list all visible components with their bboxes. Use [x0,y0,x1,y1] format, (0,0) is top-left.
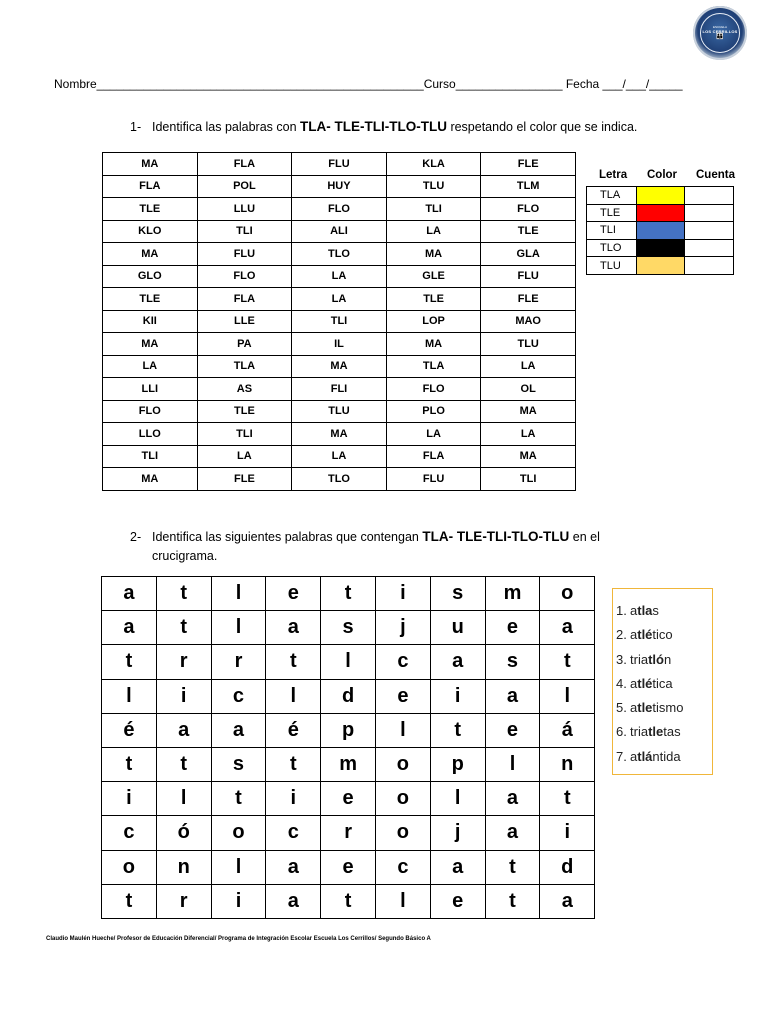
syllable-cell[interactable]: POL [197,175,292,198]
legend-color-swatch [637,222,685,240]
letter-cell[interactable]: t [485,884,540,918]
word-prefix: a [630,675,638,691]
legend-count-cell[interactable] [685,257,734,275]
letter-cell[interactable]: o [540,577,595,611]
syllable-cell[interactable]: LA [386,220,481,243]
instruction-2-number: 2- [130,530,142,544]
letter-cell[interactable]: o [211,816,266,850]
letter-cell[interactable]: l [321,645,376,679]
word-suffix: n [663,651,672,667]
letter-cell[interactable]: t [540,645,595,679]
people-icon: 👪 [716,34,724,40]
word-syllable: tlé [637,675,653,691]
word-prefix: a [630,700,638,716]
letter-cell[interactable]: o [375,782,430,816]
letter-cell[interactable]: t [321,577,376,611]
letter-cell[interactable]: t [102,747,157,781]
letter-cell[interactable]: p [430,747,485,781]
letter-cell[interactable]: t [156,747,211,781]
syllable-cell[interactable]: MA [481,445,576,468]
syllable-row [103,355,576,378]
syllable-cell[interactable]: LA [386,423,481,446]
letter-cell[interactable]: s [211,747,266,781]
letter-cell[interactable]: c [375,850,430,884]
letter-cell[interactable]: a [430,645,485,679]
letter-cell[interactable]: j [430,816,485,850]
syllable-cell[interactable]: KLO [103,220,198,243]
syllable-cell[interactable]: LA [103,355,198,378]
syllable-row [103,333,576,356]
syllable-cell[interactable]: TLI [103,445,198,468]
fecha-field[interactable]: Fecha ___/___/_____ [565,77,683,91]
syllable-cell[interactable]: TLE [197,400,292,423]
syllable-cell[interactable]: FLA [386,445,481,468]
syllable-cell[interactable]: TLU [386,175,481,198]
instruction-2 [130,527,600,566]
letter-cell[interactable]: e [485,713,540,747]
syllable-cell[interactable]: AS [197,378,292,401]
word-search-row [102,577,595,611]
word-search-row [102,611,595,645]
word-prefix: a [630,603,638,618]
syllable-cell[interactable]: LA [197,445,292,468]
logo-name: LOS CERRILLOS [702,29,738,34]
legend-count-cell[interactable] [685,204,734,222]
word-search-row [102,645,595,679]
word-suffix: tico [652,627,673,643]
syllable-cell[interactable]: TLE [386,288,481,311]
instruction-2-line2: crucigrama. [152,549,218,563]
letter-cell[interactable]: t [485,850,540,884]
letter-cell[interactable]: a [102,611,157,645]
logo-inner [700,13,740,53]
word-list-item [616,672,712,696]
legend-header-letra: Letra [599,169,628,181]
syllable-cell[interactable]: FLO [197,265,292,288]
instruction-2-text-after: en el [569,530,600,544]
word-syllable: tla [637,603,653,618]
syllable-row [103,265,576,288]
letter-cell[interactable]: c [266,816,321,850]
legend-color-swatch [637,187,685,205]
syllable-cell[interactable]: MA [292,355,387,378]
letter-cell[interactable]: c [375,645,430,679]
word-number: 4. [616,675,627,691]
syllable-cell[interactable]: KLA [386,153,481,176]
letter-cell[interactable]: l [266,679,321,713]
letter-cell[interactable]: a [211,713,266,747]
letter-cell[interactable]: i [211,884,266,918]
letter-cell[interactable]: i [540,816,595,850]
letter-cell[interactable]: i [102,782,157,816]
syllable-row [103,445,576,468]
syllable-cell[interactable]: LOP [386,310,481,333]
letter-cell[interactable]: a [540,884,595,918]
syllable-cell[interactable]: LLO [103,423,198,446]
letter-cell[interactable]: i [430,679,485,713]
letter-cell[interactable]: m [321,747,376,781]
word-number: 1. [616,603,627,618]
syllable-grid [102,152,576,491]
letter-cell[interactable]: t [156,611,211,645]
letter-cell[interactable]: s [485,645,540,679]
syllable-cell[interactable]: FLA [197,288,292,311]
letter-cell[interactable]: t [321,884,376,918]
letter-cell[interactable]: l [102,679,157,713]
syllable-cell[interactable]: GLO [103,265,198,288]
syllable-cell[interactable]: TLA [386,355,481,378]
letter-cell[interactable]: e [375,679,430,713]
letter-cell[interactable]: c [102,816,157,850]
legend-header-color: Color [647,169,678,181]
word-list-box [612,588,713,775]
word-suffix: tismo [652,700,684,716]
letter-cell[interactable]: s [321,611,376,645]
letter-cell[interactable]: t [430,713,485,747]
letter-cell[interactable]: m [485,577,540,611]
word-list-item [616,720,712,744]
legend-letra: TLA [587,187,637,205]
word-prefix: tria [630,724,649,740]
syllable-cell[interactable]: FLI [292,378,387,401]
letter-cell[interactable]: t [102,884,157,918]
syllable-cell[interactable]: HUY [292,175,387,198]
instruction-1-text-before: Identifica las palabras con [152,120,301,134]
syllable-cell[interactable]: OL [481,378,576,401]
letter-cell[interactable]: u [430,611,485,645]
word-list-item [616,745,712,769]
letter-cell[interactable]: c [211,679,266,713]
legend-letra: TLI [587,222,637,240]
letter-cell[interactable]: a [540,611,595,645]
syllable-cell[interactable]: TLO [292,243,387,266]
syllable-cell[interactable]: LA [292,445,387,468]
word-syllable: tlá [637,748,653,764]
nombre-field[interactable]: Nombre_________________________________________________ [54,77,424,91]
word-suffix: tica [652,675,673,691]
syllable-cell[interactable]: TLU [481,333,576,356]
letter-cell[interactable]: d [540,850,595,884]
syllable-cell[interactable]: FLE [481,288,576,311]
syllable-cell[interactable]: GLE [386,265,481,288]
letter-cell[interactable]: é [266,713,321,747]
letter-cell[interactable]: e [321,782,376,816]
legend-letra: TLE [587,204,637,222]
word-search-row [102,816,595,850]
legend-letra: TLO [587,239,637,257]
syllable-cell[interactable]: MA [292,423,387,446]
word-number: 7. [616,748,627,764]
syllable-cell[interactable]: TLI [292,310,387,333]
letter-cell[interactable]: n [540,747,595,781]
letter-cell[interactable]: n [156,850,211,884]
letter-cell[interactable]: á [540,713,595,747]
syllable-cell[interactable]: TLI [197,220,292,243]
word-suffix: tas [663,724,681,740]
letter-cell[interactable]: d [321,679,376,713]
syllable-cell[interactable]: TLU [292,400,387,423]
word-list-item [616,648,712,672]
word-suffix: ntida [652,748,681,764]
syllable-cell[interactable]: ALI [292,220,387,243]
syllable-row [103,400,576,423]
letter-cell[interactable]: é [102,713,157,747]
word-search-grid [101,576,595,919]
letter-cell[interactable]: a [485,782,540,816]
syllable-row [103,220,576,243]
legend-color-swatch [637,239,685,257]
syllable-cell[interactable]: FLU [197,243,292,266]
letter-cell[interactable]: l [211,850,266,884]
letter-cell[interactable]: i [266,782,321,816]
word-number: 5. [616,700,627,716]
syllable-cell[interactable]: FLO [292,198,387,221]
letter-cell[interactable]: a [266,884,321,918]
letter-cell[interactable]: a [266,850,321,884]
word-syllable: tlé [637,627,653,643]
letter-cell[interactable]: t [156,577,211,611]
letter-cell[interactable]: ó [156,816,211,850]
syllable-cell[interactable]: TLO [292,468,387,491]
legend-row [587,239,734,257]
letter-cell[interactable]: l [430,782,485,816]
syllable-cell[interactable]: PLO [386,400,481,423]
syllable-row [103,288,576,311]
syllable-row [103,153,576,176]
letter-cell[interactable]: l [211,577,266,611]
word-suffix: s [652,603,659,618]
curso-field[interactable]: Curso________________ [423,77,563,91]
letter-cell[interactable]: l [375,884,430,918]
letter-cell[interactable]: o [375,816,430,850]
syllable-row [103,198,576,221]
syllable-cell[interactable]: LLI [103,378,198,401]
syllable-cell[interactable]: KII [103,310,198,333]
letter-cell[interactable]: r [321,816,376,850]
letter-cell[interactable]: e [321,850,376,884]
syllable-cell[interactable]: FLE [481,153,576,176]
instruction-1 [130,117,637,137]
syllable-cell[interactable]: MA [386,333,481,356]
letter-cell[interactable]: i [156,679,211,713]
syllable-cell[interactable]: MA [103,333,198,356]
syllable-cell[interactable]: TLE [103,198,198,221]
letter-cell[interactable]: t [266,747,321,781]
school-logo [693,6,747,60]
syllable-cell[interactable]: TLI [197,423,292,446]
word-list-item [616,696,712,720]
syllable-cell[interactable]: FLO [481,198,576,221]
syllable-cell[interactable]: LA [292,265,387,288]
syllable-cell[interactable]: FLO [386,378,481,401]
letter-cell[interactable]: p [321,713,376,747]
letter-cell[interactable]: a [156,713,211,747]
syllable-cell[interactable]: FLU [292,153,387,176]
letter-cell[interactable]: i [375,577,430,611]
syllable-cell[interactable]: FLU [481,265,576,288]
syllable-cell[interactable]: MA [103,243,198,266]
word-number: 6. [616,724,627,740]
letter-cell[interactable]: a [485,679,540,713]
syllable-row [103,310,576,333]
syllable-cell[interactable]: FLA [197,153,292,176]
legend-count-cell[interactable] [685,239,734,257]
word-syllable: tle [637,700,653,716]
syllable-cell[interactable]: MA [103,153,198,176]
syllable-cell[interactable]: FLE [197,468,292,491]
letter-cell[interactable]: r [156,645,211,679]
legend-color-swatch [637,204,685,222]
word-list-item [616,623,712,647]
letter-cell[interactable]: a [266,611,321,645]
word-prefix: a [630,748,638,764]
syllable-cell[interactable]: TLE [481,220,576,243]
letter-cell[interactable]: a [430,850,485,884]
syllable-cell[interactable]: TLI [386,198,481,221]
legend-count-cell[interactable] [685,187,734,205]
syllable-row [103,243,576,266]
syllable-cell[interactable]: LLU [197,198,292,221]
letter-cell[interactable]: l [156,782,211,816]
letter-cell[interactable]: t [266,645,321,679]
syllable-cell[interactable]: PA [197,333,292,356]
instruction-2-text-before: Identifica las siguientes palabras que contengan [152,530,423,544]
word-search-row [102,884,595,918]
syllable-cell[interactable]: TLI [481,468,576,491]
legend-row [587,187,734,205]
syllable-cell[interactable]: IL [292,333,387,356]
student-info-line [54,77,683,91]
syllable-cell[interactable]: TLA [197,355,292,378]
legend-letra: TLU [587,257,637,275]
letter-cell[interactable]: o [375,747,430,781]
syllable-cell[interactable]: LA [292,288,387,311]
syllable-cell[interactable]: MA [481,400,576,423]
logo-top-text: ESCUELA [712,25,727,29]
syllable-cell[interactable]: MAO [481,310,576,333]
letter-cell[interactable]: a [485,816,540,850]
letter-cell[interactable]: s [430,577,485,611]
syllable-cell[interactable]: MA [103,468,198,491]
word-list-item [616,599,712,623]
letter-cell[interactable]: j [375,611,430,645]
syllable-row [103,378,576,401]
letter-cell[interactable]: l [540,679,595,713]
letter-cell[interactable]: t [540,782,595,816]
instruction-1-text-after: respetando el color que se indica. [446,120,638,134]
footer-credit: Claudio Maulén Hueche/ Profesor de Educación Diferencial/ Programa de Integración Escolar Escuela Los Cerrillos/ Segundo Básico A [46,936,431,942]
word-search-row [102,850,595,884]
legend-row [587,257,734,275]
word-search-row [102,713,595,747]
syllable-row [103,468,576,491]
word-prefix: a [630,627,638,643]
letter-cell[interactable]: a [102,577,157,611]
letter-cell[interactable]: o [102,850,157,884]
syllable-cell[interactable]: FLO [103,400,198,423]
letter-cell[interactable]: e [485,611,540,645]
instruction-1-syllables: TLA- TLE-TLI-TLO-TLU [300,119,447,134]
word-syllable: tló [648,651,664,667]
letter-cell[interactable]: t [102,645,157,679]
instruction-1-number: 1- [130,120,142,134]
legend-color-swatch [637,257,685,275]
letter-cell[interactable]: t [211,782,266,816]
word-number: 3. [616,651,627,667]
syllable-cell[interactable]: LA [481,355,576,378]
syllable-cell[interactable]: LA [481,423,576,446]
letter-cell[interactable]: e [266,577,321,611]
instruction-2-syllables: TLA- TLE-TLI-TLO-TLU [422,529,570,544]
legend-count-cell[interactable] [685,222,734,240]
word-search-row [102,747,595,781]
syllable-cell[interactable]: FLA [103,175,198,198]
syllable-cell[interactable]: TLM [481,175,576,198]
syllable-cell[interactable]: FLU [386,468,481,491]
letter-cell[interactable]: e [430,884,485,918]
syllable-cell[interactable]: GLA [481,243,576,266]
word-syllable: tle [648,724,664,740]
word-search-row [102,782,595,816]
legend-header-cuenta: Cuenta [696,169,735,181]
letter-cell[interactable]: r [211,645,266,679]
color-legend [586,186,734,275]
syllable-row [103,175,576,198]
letter-cell[interactable]: r [156,884,211,918]
syllable-row [103,423,576,446]
letter-cell[interactable]: l [485,747,540,781]
syllable-cell[interactable]: MA [386,243,481,266]
syllable-cell[interactable]: TLE [103,288,198,311]
legend-row [587,204,734,222]
letter-cell[interactable]: l [375,713,430,747]
syllable-cell[interactable]: LLE [197,310,292,333]
word-number: 2. [616,627,627,643]
word-prefix: tria [630,651,649,667]
legend-row [587,222,734,240]
letter-cell[interactable]: l [211,611,266,645]
word-search-row [102,679,595,713]
